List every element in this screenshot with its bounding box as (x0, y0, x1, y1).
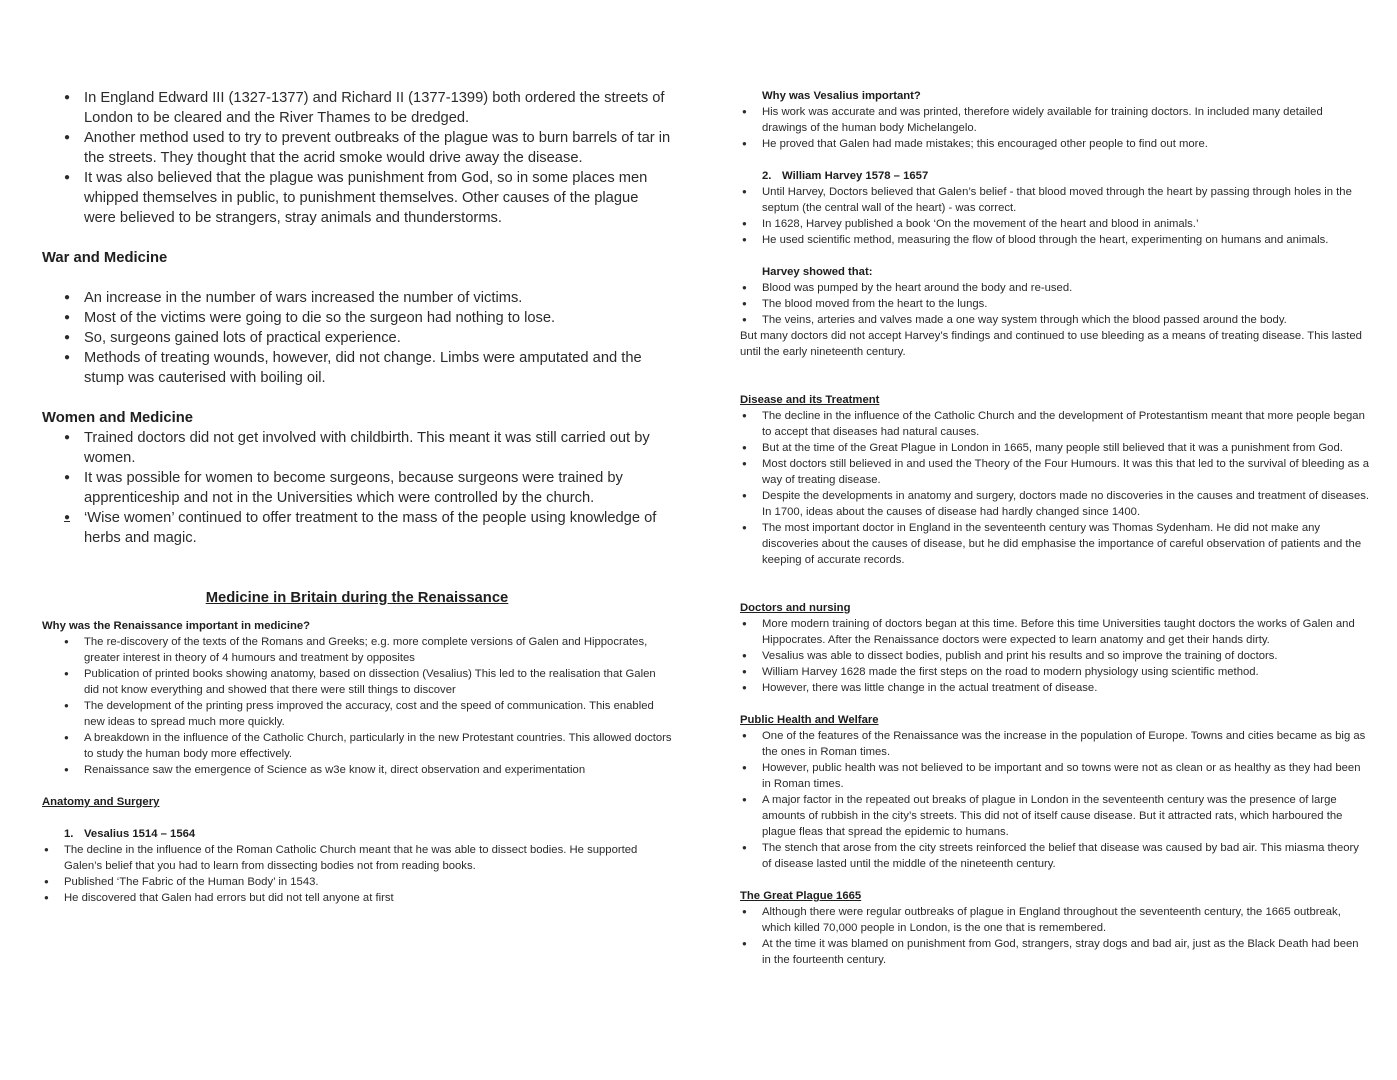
disease-treatment-heading: Disease and its Treatment (740, 394, 880, 406)
public-health-heading: Public Health and Welfare (740, 714, 879, 726)
list-number: 2. (762, 170, 772, 182)
why-renaissance-list (42, 634, 672, 778)
harvey-heading-text: William Harvey 1578 – 1657 (782, 170, 929, 182)
list-item: ● His work was accurate and was printed, therefore widely available for training doctors. In included many detailed drawings of the human body Michelangelo. (740, 104, 1370, 136)
plague-prevention-list (42, 88, 672, 228)
list-item: ● He discovered that Galen had errors but did not tell anyone at first (42, 890, 672, 906)
list-number: 1. (64, 828, 74, 840)
list-item: ● Another method used to try to prevent outbreaks of the plague was to burn barrels of tar in the streets. They thought that the acrid smoke would drive away the disease. (84, 128, 672, 168)
list-item: ● More modern training of doctors began at this time. Before this time Universities taught doctors the works of Galen and Hippocrates. After the Renaissance doctors were expected to learn anatomy and get their hands dirty. (740, 616, 1370, 648)
list-item: ● An increase in the number of wars increased the number of victims. (84, 288, 672, 308)
list-item: ● William Harvey 1628 made the first steps on the road to modern physiology using scientific method. (740, 664, 1370, 680)
harvey-paragraph: But many doctors did not accept Harvey’s findings and continued to use bleeding as a means of treating disease. This lasted until the early nineteenth century. (740, 330, 1362, 358)
left-column (42, 88, 672, 906)
list-item: ● However, public health was not believed to be important and so towns were not as clean or as healthy as they had been in Roman times. (740, 760, 1370, 792)
great-plague-heading: The Great Plague 1665 (740, 890, 862, 902)
war-medicine-list (42, 288, 672, 388)
list-item: ● The stench that arose from the city streets reinforced the belief that disease was caused by bad air. This miasma theory of disease lasted until the middle of the nineteenth century. (740, 840, 1370, 872)
list-item: ● So, surgeons gained lots of practical experience. (84, 328, 672, 348)
great-plague-list (740, 904, 1370, 968)
women-medicine-heading: Women and Medicine (42, 410, 194, 426)
women-medicine-list (42, 428, 672, 548)
list-item: ● A breakdown in the influence of the Catholic Church, particularly in the new Protestant countries. This allowed doctors to study the human body more effectively. (62, 730, 672, 762)
doctors-nursing-heading: Doctors and nursing (740, 602, 851, 614)
list-item: ● Most doctors still believed in and used the Theory of the Four Humours. It was this that led to the survival of bleeding as a way of treating disease. (740, 456, 1370, 488)
list-item: ● The decline in the influence of the Catholic Church and the development of Protestantism meant that more people began to accept that diseases had natural causes. (740, 408, 1370, 440)
war-medicine-heading: War and Medicine (42, 250, 168, 266)
vesalius-heading-text: Vesalius 1514 – 1564 (84, 828, 196, 840)
list-item: ● Despite the developments in anatomy and surgery, doctors made no discoveries in the causes and treatment of diseases. In 1700, ideas about the causes of disease had hardly changed since 1400. (740, 488, 1370, 520)
list-item: ● However, there was little change in the actual treatment of disease. (740, 680, 1370, 696)
list-item: ● Methods of treating wounds, however, did not change. Limbs were amputated and the stump was cauterised with boiling oil. (84, 348, 672, 388)
list-item: ● The decline in the influence of the Roman Catholic Church meant that he was able to dissect bodies. He supported Galen’s belief that you had to learn from dissecting bodies not from reading books. (42, 842, 672, 874)
disease-treatment-list (740, 408, 1370, 568)
list-item: ● In 1628, Harvey published a book ‘On the movement of the heart and blood in animals.’ (740, 216, 1370, 232)
list-item: ● Renaissance saw the emergence of Science as w3e know it, direct observation and experimentation (62, 762, 672, 778)
anatomy-surgery-heading: Anatomy and Surgery (42, 796, 160, 808)
list-item: ● Until Harvey, Doctors believed that Galen’s belief - that blood moved through the heart by passing through holes in the septum (the central wall of the heart) - was correct. (740, 184, 1370, 216)
list-item: ● Published ‘The Fabric of the Human Body’ in 1543. (42, 874, 672, 890)
vesalius-list (42, 842, 672, 906)
public-health-list (740, 728, 1370, 872)
harvey-list (740, 184, 1370, 248)
vesalius-important-heading: Why was Vesalius important? (762, 90, 921, 102)
doctors-nursing-list (740, 616, 1370, 696)
list-item: ● A major factor in the repeated out breaks of plague in London in the seventeenth century was the presence of large amounts of rubbish in the city’s streets. This did not of itself cause disease. But it attracted rats, which harboured the plague fleas that spread the epidemic to humans. (740, 792, 1370, 840)
vesalius-heading (42, 826, 672, 842)
renaissance-title: Medicine in Britain during the Renaissance (205, 590, 509, 606)
list-item: ● Blood was pumped by the heart around the body and re-used. (740, 280, 1370, 296)
list-item: ● Most of the victims were going to die so the surgeon had nothing to lose. (84, 308, 672, 328)
right-column (740, 88, 1370, 968)
list-item: ● It was possible for women to become surgeons, because surgeons were trained by apprenticeship and not in the Universities which were controlled by the church. (84, 468, 672, 508)
harvey-showed-heading: Harvey showed that: (762, 266, 873, 278)
list-item: ● Although there were regular outbreaks of plague in England throughout the seventeenth century, the 1665 outbreak, which killed 70,000 people in London, is the one that is remembered. (740, 904, 1370, 936)
harvey-showed-list (740, 280, 1370, 328)
list-item: ● He proved that Galen had made mistakes; this encouraged other people to find out more. (740, 136, 1370, 152)
list-item: ● The re-discovery of the texts of the Romans and Greeks; e.g. more complete versions of Galen and Hippocrates, greater interest in theory of 4 humours and treatment by opposites (62, 634, 672, 666)
list-item: ● The most important doctor in England in the seventeenth century was Thomas Sydenham. He did not make any discoveries about the causes of disease, but he did emphasise the importance of careful observation of patients and the keeping of accurate records. (740, 520, 1370, 568)
list-item: ● Vesalius was able to dissect bodies, publish and print his results and so improve the training of doctors. (740, 648, 1370, 664)
list-item: ● It was also believed that the plague was punishment from God, so in some places men whipped themselves in public, to punishment themselves. Other causes of the plague were believed to be strangers, stray animals and thunderstorms. (84, 168, 672, 228)
list-item: ● Publication of printed books showing anatomy, based on dissection (Vesalius) This led to the realisation that Galen did not know everything and showed that there were still things to discover (62, 666, 672, 698)
harvey-heading (740, 168, 1370, 184)
list-item: ● At the time it was blamed on punishment from God, strangers, stray dogs and bad air, just as the Black Death had been in the fourteenth century. (740, 936, 1370, 968)
list-item: ● In England Edward III (1327-1377) and Richard II (1377-1399) both ordered the streets of London to be cleared and the River Thames to be dredged. (84, 88, 672, 128)
list-item: ● Trained doctors did not get involved with childbirth. This meant it was still carried out by women. (84, 428, 672, 468)
vesalius-important-list (740, 104, 1370, 152)
list-item: ● The veins, arteries and valves made a one way system through which the blood passed around the body. (740, 312, 1370, 328)
list-item: ● One of the features of the Renaissance was the increase in the population of Europe. Towns and cities became as big as the ones in Roman times. (740, 728, 1370, 760)
list-item: ● He used scientific method, measuring the flow of blood through the heart, experimenting on humans and animals. (740, 232, 1370, 248)
list-item: ● The development of the printing press improved the accuracy, cost and the speed of communication. This enabled new ideas to spread much more quickly. (62, 698, 672, 730)
why-renaissance-heading: Why was the Renaissance important in medicine? (42, 620, 311, 632)
list-item: ● The blood moved from the heart to the lungs. (740, 296, 1370, 312)
list-item: ● But at the time of the Great Plague in London in 1665, many people still believed that it was a punishment from God. (740, 440, 1370, 456)
list-item: ● ‘Wise women’ continued to offer treatment to the mass of the people using knowledge of herbs and magic. (84, 508, 672, 548)
